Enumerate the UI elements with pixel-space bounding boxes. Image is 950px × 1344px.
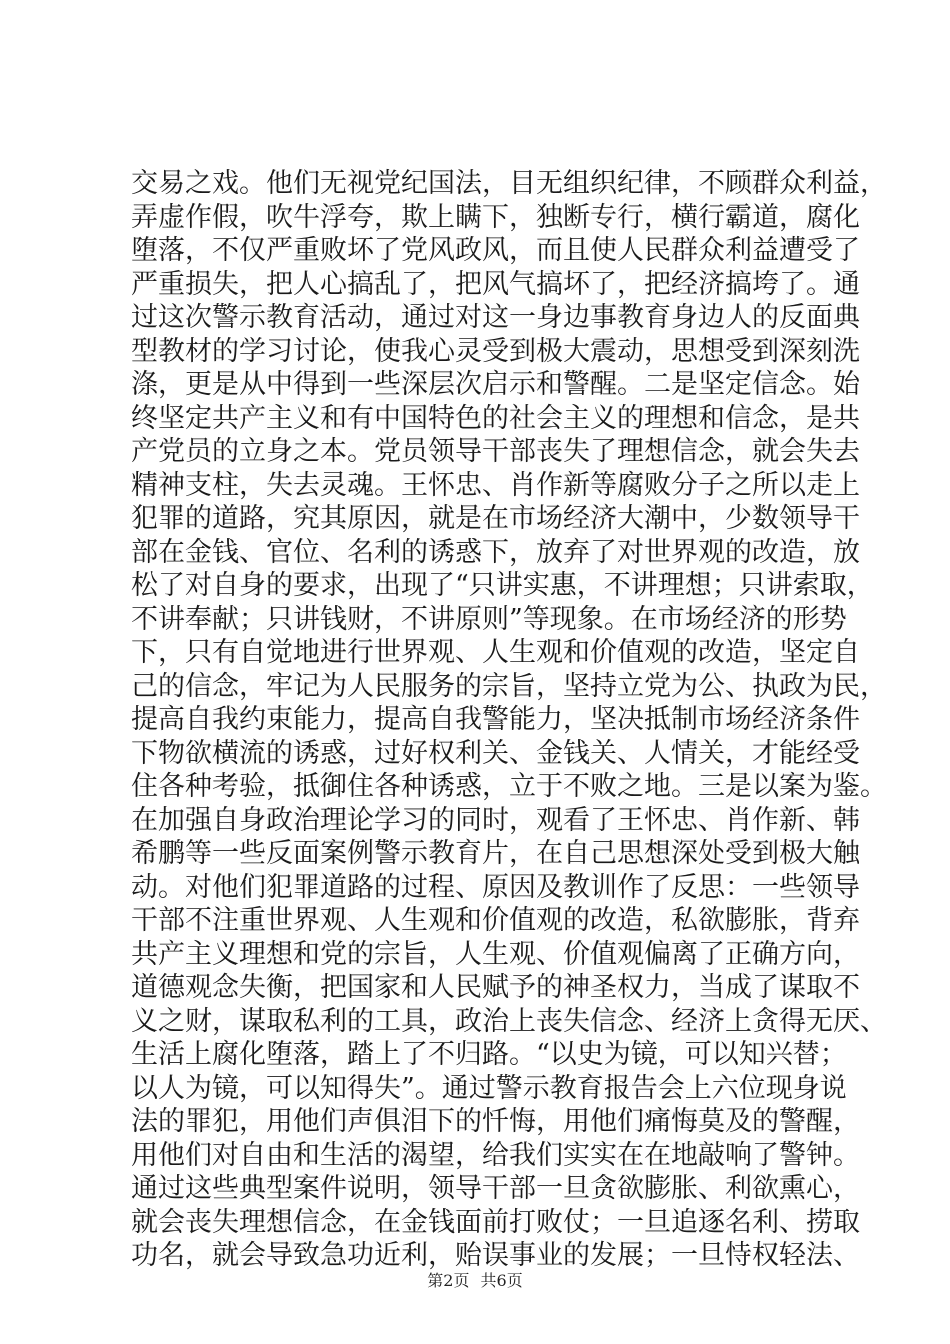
text-line: 通过这些典型案件说明，领导干部一旦贪欲膨胀、利欲熏心， (131, 1173, 860, 1204)
page-number: 第2页 (427, 1271, 470, 1290)
text-line: 产党员的立身之本。党员领导干部丧失了理想信念，就会失去 (131, 436, 860, 467)
text-line: 功名，就会导致急功近利，贻误事业的发展；一旦恃权轻法、 (131, 1240, 860, 1271)
body-text (131, 167, 887, 1273)
text-line: 干部不注重世界观、人生观和价值观的改造，私欲膨胀，背弃 (131, 905, 860, 936)
text-line: 己的信念，牢记为人民服务的宗旨，坚持立党为公、执政为民， (131, 670, 887, 702)
text-line: 以人为镜，可以知得失”。通过警示教育报告会上六位现身说 (131, 1072, 847, 1104)
text-line: 下物欲横流的诱惑，过好权利关、金钱关、人情关，才能经受 (131, 737, 860, 769)
text-line: 住各种考验，抵御住各种诱惑，立于不败之地。三是以案为鉴。 (131, 771, 887, 802)
text-line: 犯罪的道路，究其原因，就是在市场经济大潮中，少数领导干 (131, 503, 860, 534)
text-line: 终坚定共产主义和有中国特色的社会主义的理想和信念，是共 (131, 402, 860, 434)
text-line: 涤，更是从中得到一些深层次启示和警醒。二是坚定信念。始 (131, 369, 860, 400)
text-line: 型教材的学习讨论，使我心灵受到极大震动，思想受到深刻洗 (131, 335, 860, 367)
text-line: 部在金钱、官位、名利的诱惑下，放弃了对世界观的改造，放 (131, 536, 860, 568)
text-line: 不讲奉献；只讲钱财，不讲原则”等现象。在市场经济的形势 (131, 603, 847, 635)
text-line: 提高自我约束能力，提高自我警能力，坚决抵制市场经济条件 (131, 704, 860, 735)
page-footer (0, 1268, 950, 1291)
text-line: 法的罪犯，用他们声俱泪下的忏悔，用他们痛悔莫及的警醒， (131, 1106, 860, 1137)
text-line: 过这次警示教育活动，通过对这一身边事教育身边人的反面典 (131, 302, 860, 333)
text-line: 共产主义理想和党的宗旨，人生观、价值观偏离了正确方向， (131, 938, 860, 970)
text-line: 松了对自身的要求，出现了“只讲实惠，不讲理想；只讲索取， (131, 570, 874, 601)
text-line: 义之财，谋取私利的工具，政治上丧失信念、经济上贪得无厌、 (131, 1005, 887, 1037)
text-line: 下，只有自觉地进行世界观、人生观和价值观的改造，坚定自 (131, 637, 860, 668)
text-line: 希鹏等一些反面案例警示教育片，在自己思想深处受到极大触 (131, 838, 860, 869)
text-line: 就会丧失理想信念，在金钱面前打败仗；一旦追逐名利、捞取 (131, 1206, 860, 1238)
text-line: 交易之戏。他们无视党纪国法，目无组织纪律，不顾群众利益， (131, 168, 887, 199)
text-line: 道德观念失衡，把国家和人民赋予的神圣权力，当成了谋取不 (131, 972, 860, 1003)
text-line: 动。对他们犯罪道路的过程、原因及教训作了反思：一些领导 (131, 871, 860, 903)
text-line: 在加强自身政治理论学习的同时，观看了王怀忠、肖作新、韩 (131, 804, 860, 836)
text-line: 严重损失，把人心搞乱了，把风气搞坏了，把经济搞垮了。通 (131, 268, 860, 300)
text-line: 生活上腐化堕落，踏上了不归路。“以史为镜，可以知兴替； (131, 1039, 847, 1070)
page-total: 共6页 (480, 1271, 523, 1290)
text-line: 堕落，不仅严重败坏了党风政风，而且使人民群众利益遭受了 (131, 235, 860, 266)
text-line: 用他们对自由和生活的渴望，给我们实实在在地敲响了警钟。 (131, 1139, 860, 1171)
text-line: 弄虚作假，吹牛浮夸，欺上瞒下，独断专行，横行霸道，腐化 (131, 201, 860, 233)
text-line: 精神支柱，失去灵魂。王怀忠、肖作新等腐败分子之所以走上 (131, 469, 860, 501)
